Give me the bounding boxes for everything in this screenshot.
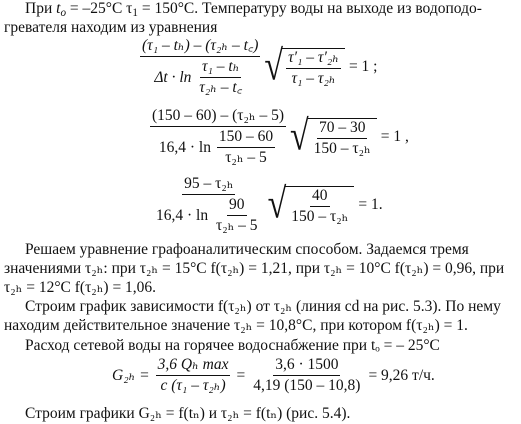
eq2-den-prefix: 16,4 · ln (158, 138, 211, 156)
paragraph-5: Строим графики G₂ₕ = f(tₙ) и τ₂ₕ = f(tₙ) (рис. 5.4). (25, 405, 351, 422)
eq2-sqrt-num: 70 – 30 (317, 120, 368, 139)
eq1-sqrt-den: τ₁ – τ₂ₕ (291, 69, 336, 87)
eq1-numerator: (τ₁ – tₕ) – (τ₂ₕ – t꜀) (140, 38, 260, 57)
text-run: = 150°C. Температуру воды на выходе из водоподо- (137, 0, 482, 17)
eq1-rhs: = 1 ; (348, 58, 378, 75)
eq3-rhs: = 1. (358, 196, 383, 213)
equation-1 (138, 38, 378, 96)
equation-2 (148, 108, 409, 166)
eq2-log-num: 150 – 60 (217, 129, 275, 148)
eq2-sqrt-fraction (312, 120, 373, 157)
eq3-sqrt-den: 150 – τ₂ₕ (291, 207, 349, 225)
eq4-rhs: = 9,26 т/ч. (368, 366, 435, 384)
paragraph-4: Расход сетевой воды на горячее водоснабжение при tₒ = – 25°C (25, 337, 440, 354)
equation-4 (112, 357, 435, 394)
subscript: 1 (132, 6, 138, 19)
eq2-rhs: = 1 , (380, 128, 409, 145)
eq4-f1-den: c (τ₁ – τ₂ₕ) (160, 377, 226, 394)
eq4-equals: = (236, 366, 246, 384)
eq4-lhs: G₂ₕ = (112, 367, 150, 384)
equation-3 (152, 176, 383, 234)
paragraph-2-line-3: τ₂ₕ = 12°C f(τ₂ₕ) = 1,06. (4, 279, 157, 296)
eq1-sqrt (264, 42, 345, 89)
eq2-log-den: τ₂ₕ – 5 (225, 149, 267, 166)
eq3-sqrt-fraction (289, 188, 350, 225)
paragraph-3-line-2: находим действительное значение τ₂ₕ = 10,8°C, при котором f(τ₂ₕ) = 1. (4, 317, 468, 334)
eq1-sqrt-num: τ′₁ – τ′₂ₕ (286, 50, 341, 69)
eq2-sqrt-den: 150 – τ₂ₕ (313, 139, 371, 157)
eq3-sqrt (267, 180, 355, 227)
paragraph-2: Решаем уравнение графоаналитическим способом. Задаемся тремя (25, 241, 469, 258)
eq4-f2-den: 4,19 (150 – 10,8) (253, 377, 361, 394)
eq3-main-fraction (154, 176, 264, 234)
eq2-sqrt (290, 112, 377, 159)
paragraph-1-continued: гревателя находим из уравнения (4, 19, 218, 36)
eq4-f2-num: 3,6 · 1500 (273, 357, 340, 376)
radical-icon: √ (264, 42, 284, 89)
eq1-log-fraction (197, 59, 244, 96)
eq1-log-den: τ₂ₕ – t꜀ (199, 79, 243, 96)
paragraph-3: Строим график зависимости f(τ₂ₕ) от τ₂ₕ (линия cd на рис. 5.3). По нему (25, 298, 501, 315)
eq2-log-fraction (217, 129, 275, 166)
paragraph-2-line-2: значениями τ₂ₕ: при τ₂ₕ = 15°C f(τ₂ₕ) = 1,21, при τ₂ₕ = 10°C f(τ₂ₕ) = 0,96, при (4, 260, 505, 277)
text-run: = –25°C τ (66, 0, 133, 17)
eq2-numerator: (150 – 60) – (τ₂ₕ – 5) (150, 108, 286, 127)
eq1-denominator (152, 57, 248, 96)
eq2-denominator (157, 127, 279, 166)
radical-icon: √ (290, 112, 309, 159)
eq3-sqrt-num: 40 (310, 188, 330, 207)
text-run: При (25, 0, 57, 17)
eq3-log-fraction (214, 197, 260, 234)
eq3-log-den: τ₂ₕ – 5 (215, 217, 258, 234)
subscript: o (60, 6, 67, 19)
paragraph-1 (25, 0, 482, 18)
eq3-den-prefix: 16,4 · ln (156, 206, 209, 224)
radical-icon: √ (267, 180, 287, 227)
eq2-main-fraction (150, 108, 286, 166)
eq1-den-prefix: Δt · ln (154, 68, 192, 86)
eq3-numerator: 95 – τ₂ₕ (182, 176, 235, 195)
symbol-t: t (56, 0, 61, 17)
eq4-f1-num: 3,6 Qₕ max (156, 357, 231, 376)
eq3-log-num: 90 (227, 197, 247, 216)
eq1-main-fraction (140, 38, 260, 96)
eq1-log-num: τ₁ – tₕ (200, 59, 241, 78)
eq3-denominator (154, 195, 264, 234)
eq4-fraction-2 (251, 357, 362, 394)
eq1-sqrt-fraction (286, 50, 341, 87)
eq4-fraction-1 (156, 357, 231, 394)
